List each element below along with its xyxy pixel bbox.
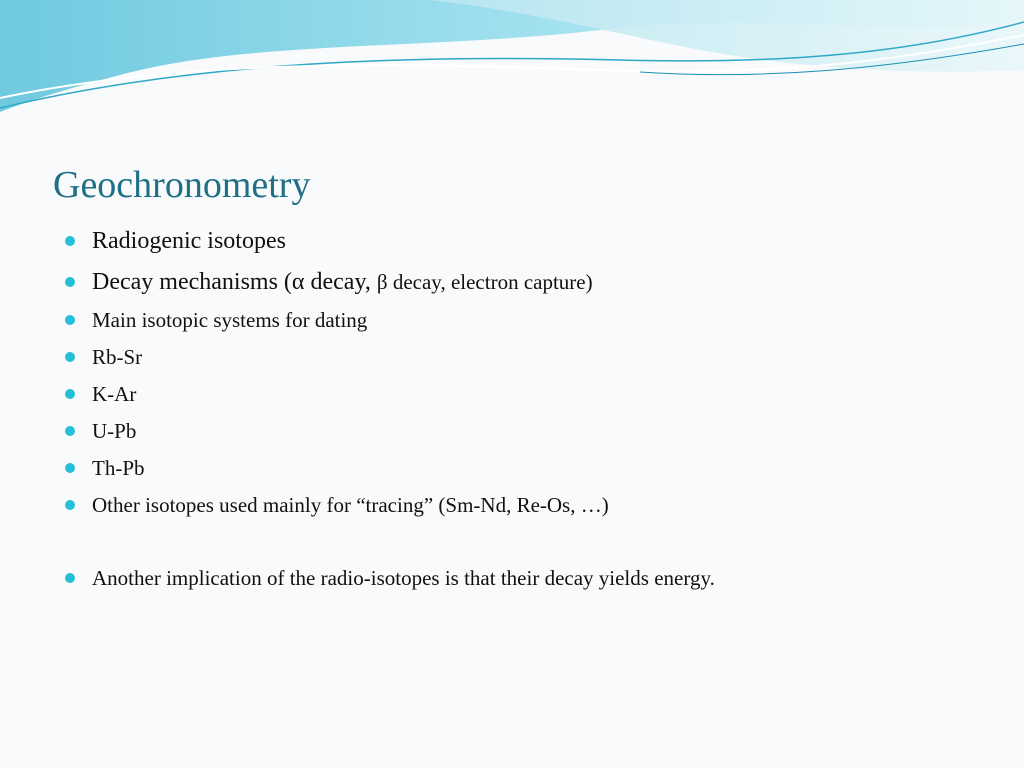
bullet-item bbox=[92, 226, 286, 256]
bullet-dot-icon bbox=[65, 426, 75, 436]
bullet-dot-icon bbox=[65, 315, 75, 325]
bullet-item bbox=[92, 565, 715, 591]
bullet-item bbox=[92, 307, 367, 333]
bullet-text: Another implication of the radio-isotopes is that their decay yields energy. bbox=[92, 566, 715, 590]
bullet-item bbox=[92, 492, 609, 518]
slide-title: Geochronometry bbox=[53, 164, 311, 206]
bullet-item bbox=[92, 381, 136, 407]
bullet-text: Main isotopic systems for dating bbox=[92, 308, 368, 332]
bullet-text: Other isotopes used mainly for “tracing” (Sm-Nd, Re-Os, …) bbox=[92, 493, 609, 517]
bullet-text: Rb-Sr bbox=[92, 345, 143, 369]
bullet-text: Th-Pb bbox=[92, 456, 145, 480]
bullet-text: Radiogenic isotopes bbox=[92, 228, 286, 254]
bullet-dot-icon bbox=[65, 500, 75, 510]
bullet-dot-icon bbox=[65, 573, 75, 583]
header-wave-decoration bbox=[0, 0, 1024, 130]
bullet-dot-icon bbox=[65, 463, 75, 473]
bullet-text-small: β decay, electron capture) bbox=[376, 270, 593, 294]
bullet-item bbox=[92, 267, 593, 297]
bullet-text: U-Pb bbox=[92, 419, 137, 443]
bullet-dot-icon bbox=[65, 389, 75, 399]
bullet-item bbox=[92, 344, 142, 370]
bullet-item bbox=[92, 455, 145, 481]
bullet-dot-icon bbox=[65, 236, 75, 246]
bullet-item bbox=[92, 418, 136, 444]
bullet-text: Decay mechanisms (α decay, bbox=[92, 269, 377, 295]
bullet-text: K-Ar bbox=[92, 382, 137, 406]
bullet-dot-icon bbox=[65, 277, 75, 287]
bullet-dot-icon bbox=[65, 352, 75, 362]
